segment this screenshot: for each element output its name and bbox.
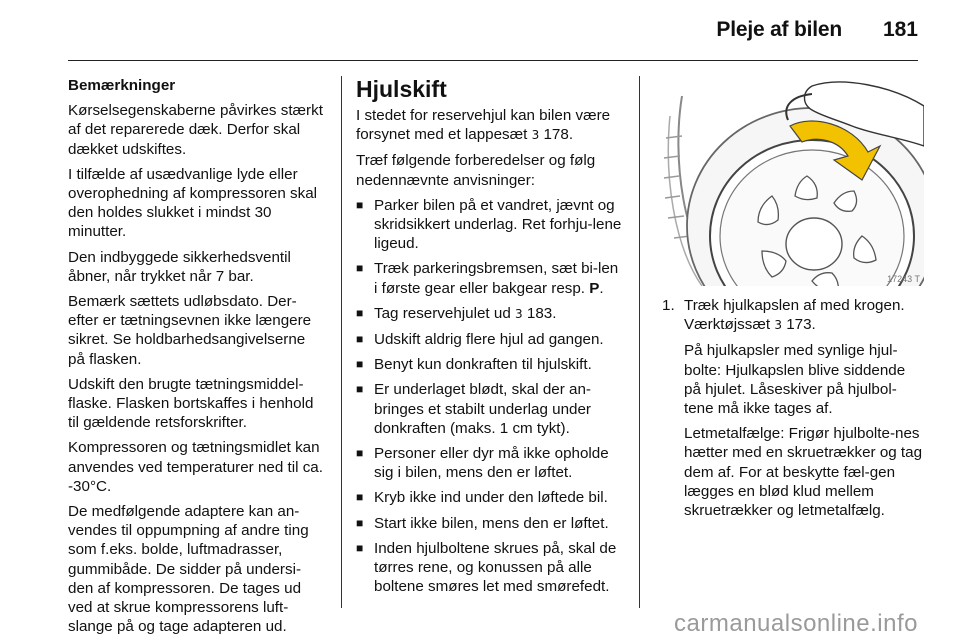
list-item: ■ Parker bilen på et vandret, jævnt og skridsikkert underlag. Ret forhju-lene ligeud. [356,196,624,254]
note-paragraph-1: Kørselsegenskaberne påvirkes stærkt af det reparerede dæk. Derfor skal dækket udskiftes. [68,102,323,158]
intro-text: I stedet for reservehjul kan bilen være forsynet med et lappesæt [356,107,611,144]
list-item: ■ Inden hjulboltene skrues på, skal de tørres rene, og konussen på alle boltene smøres let med smørefedt. [356,539,624,597]
list-item: ■ Er underlaget blødt, skal der an-bringes et stabilt underlag under donkraften (maks. 1 cm tykt). [356,380,624,438]
preparation-list [356,196,624,597]
note-paragraph-5: Udskift den brugte tætningsmiddel-flaske. Flasken bortskaffes i henhold til gældende retsforskrifter. [68,375,314,432]
list-item: ■ Benyt kun donkraften til hjulskift. [356,355,624,374]
intro-ref-page[interactable]: 178. [543,126,574,144]
note-paragraph-4: Bemærk sættets udløbsdato. Der-efter er tætningsevnen ikke længere sikret. Se holdbarhedsangivelserne på flasken. [68,293,312,368]
note-paragraph-2: I tilfælde af usædvanlige lyde eller overophedning af kompressoren skal den holdes slukket i mindst 30 minutter. [68,165,318,241]
column-divider-2 [639,76,640,608]
page-ref-icon: 3 [515,306,523,321]
figure-code: 17243 T [887,274,920,284]
watermark: carmanualsonline.info [674,610,918,637]
page-number: 181 [882,18,918,41]
list-item: ■ Træk parkeringsbremsen, sæt bi-len i første gear eller bakgear resp. P. [356,259,624,297]
notes-column [68,76,326,642]
wheel-cover-removal-figure [662,76,924,286]
lead-paragraph: Træf følgende forberedelser og følg nedennævnte anvisninger: [356,152,596,189]
page-header [0,0,960,58]
list-item: ■ Personer eller dyr må ikke opholde sig i bilen, mens den er løftet. [356,444,624,482]
note-paragraph-3: Den indbyggede sikkerhedsventil åbner, når trykket når 7 bar. [68,248,291,285]
header-rule [68,60,918,61]
page-title: Pleje af bilen [716,18,842,41]
gear-p-label: P [589,279,600,297]
note-title: Bemærkninger [68,77,176,94]
step-paragraph-1: Træk hjulkapslen af med krogen. Værktøjssæt 3 173. [684,297,905,334]
wheel-illustration [662,76,924,286]
steps-list [662,296,924,520]
list-item [662,296,924,520]
spare-wheel-ref-page[interactable]: 183. [526,304,557,322]
wheel-change-column [356,76,624,602]
list-item: ■ Start ikke bilen, mens den er løftet. [356,514,624,533]
step-paragraph-3: Letmetalfælge: Frigør hjulbolte-nes hætter med en skruetrækker og tag dem af. For at beskytte fæl-gen lægges en blød klud mellem skruetrækker og letmetalfælg. [684,425,923,520]
list-item: ■ Tag reservehjulet ud 3 183. [356,304,624,324]
page-ref-icon: 3 [531,128,540,143]
list-item: ■ Kryb ikke ind under den løftede bil. [356,488,624,507]
note-paragraph-6: Kompressoren og tætningsmidlet kan anvendes ved temperaturer ned til ca. -30°C. [68,439,323,495]
steps-column [662,296,924,526]
step-number: 1. [662,297,675,314]
page-ref-icon: 3 [774,318,782,333]
column-divider-1 [341,76,342,608]
list-item: ■ Udskift aldrig flere hjul ad gangen. [356,330,624,349]
toolkit-ref-page[interactable]: 173. [786,316,816,334]
section-heading: Hjulskift [356,76,447,102]
note-paragraph-7: De medfølgende adaptere kan an-vendes til oppumpning af andre ting som f.eks. bolde, luftmadrasser, gummibåde. De sidder på undersi-den af kompressoren. De tages ud ved at skrue kompressorens luft-slange på og tage adapteren ud. [68,503,309,636]
intro-paragraph [356,106,624,145]
step-paragraph-2: På hjulkapsler med synlige hjul-bolte: Hjulkapslen blive siddende på hjulet. Låseskiver på hjulbol-tene må ikke tages af. [684,342,906,418]
